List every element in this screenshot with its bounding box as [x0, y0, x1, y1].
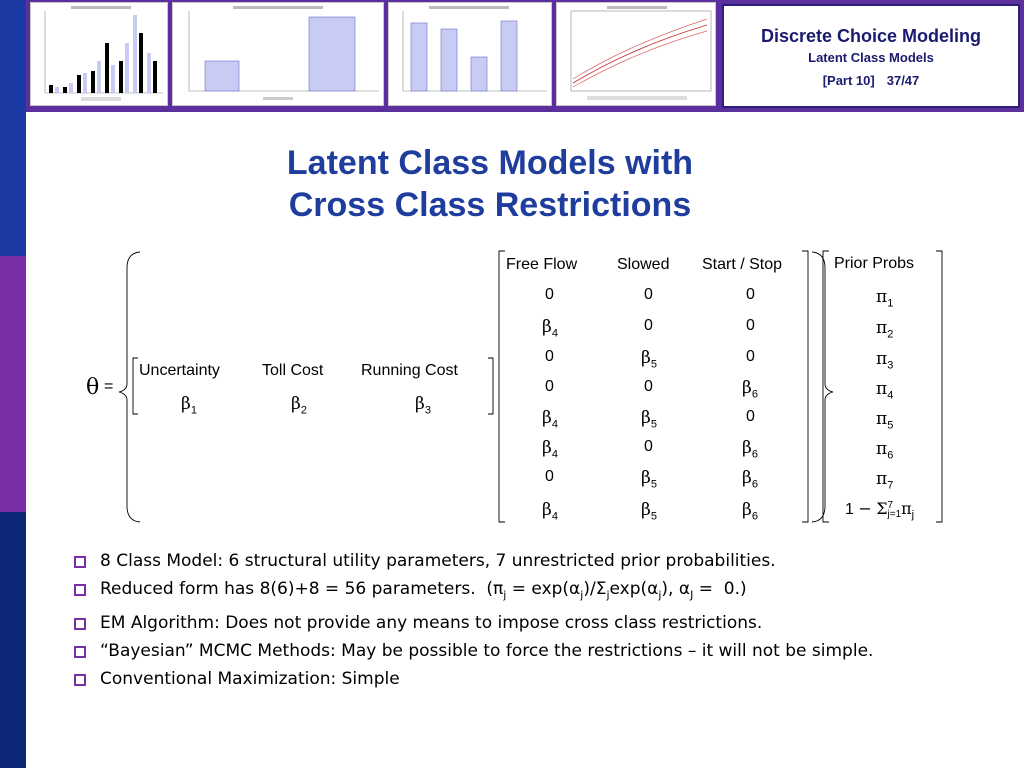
param-beta3: $\beta_3$: [415, 394, 431, 417]
cell-r2-free: $\beta_4$: [542, 317, 558, 340]
part-label: [Part 10]: [822, 73, 875, 88]
cell-r7-slowed: $\beta_5$: [641, 468, 657, 491]
cell-r3-stop: 0: [746, 348, 755, 365]
header-slowed: Slowed: [617, 256, 670, 273]
course-title: Discrete Choice Modeling: [760, 26, 982, 46]
bullet-list: [74, 550, 974, 696]
prior-pi3: $\pi_3$: [876, 349, 894, 372]
bullet-item: EM Algorithm: Does not provide any means to impose cross class restrictions.: [74, 612, 974, 634]
cell-r1-slowed: 0: [644, 286, 653, 303]
cell-r7-free: 0: [545, 468, 554, 485]
prior-pi5: $\pi_5$: [876, 409, 894, 432]
bullet-square-icon: [74, 584, 86, 596]
header-toll-cost: Toll Cost: [262, 362, 324, 379]
slide-number: 37/47: [886, 73, 920, 88]
prior-pi6: $\pi_6$: [876, 439, 894, 462]
bullet-item: 8 Class Model: 6 structural utility parameters, 7 unrestricted prior probabilities.: [74, 550, 974, 572]
header-start-stop: Start / Stop: [702, 256, 783, 273]
cell-r4-stop: $\beta_6$: [742, 378, 758, 401]
header-uncertainty: Uncertainty: [139, 362, 220, 379]
theta-symbol: θ: [86, 375, 100, 400]
equals-sign: =: [104, 378, 114, 395]
course-topic: Latent Class Models: [808, 50, 934, 65]
prior-residual: 1 − Σ7 $j=1\pi_j$: [845, 499, 915, 522]
bullet-square-icon: [74, 556, 86, 568]
prior-pi4: $\pi_4$: [876, 379, 894, 402]
cell-r4-free: 0: [545, 378, 554, 395]
cell-r8-slowed: $\beta_5$: [641, 500, 657, 523]
slide-title-line1: Latent Class Models with: [286, 144, 694, 182]
cell-r5-stop: 0: [746, 408, 755, 425]
cell-r2-stop: 0: [746, 317, 755, 334]
prior-pi7: $\pi_7$: [876, 469, 894, 492]
header-running-cost: Running Cost: [361, 362, 458, 379]
cell-r1-free: 0: [545, 286, 554, 303]
cell-r5-slowed: $\beta_5$: [641, 408, 657, 431]
cell-r4-slowed: 0: [644, 378, 653, 395]
cell-r3-free: 0: [545, 348, 554, 365]
param-beta1: $\beta_1$: [181, 394, 197, 417]
header-free-flow: Free Flow: [506, 256, 578, 273]
cell-r6-free: $\beta_4$: [542, 438, 558, 461]
slide-title-line2: Cross Class Restrictions: [288, 186, 692, 224]
bullet-square-icon: [74, 646, 86, 658]
cell-r8-stop: $\beta_6$: [742, 500, 758, 523]
prior-pi1: $\pi_1$: [876, 287, 894, 310]
bullet-square-icon: [74, 674, 86, 686]
bullet-square-icon: [74, 618, 86, 630]
cell-r6-slowed: 0: [644, 438, 653, 455]
cell-r2-slowed: 0: [644, 317, 653, 334]
bullet-text-formula: Reduced form has 8(6)+8 = 56 parameters. ($\pi_j = \exp(\alpha_j)/\Sigma_j\exp(\alpha_j)$, $\alpha_J = 0$.): [100, 579, 747, 602]
bullet-item: Conventional Maximization: Simple: [74, 668, 974, 690]
cell-r8-free: $\beta_4$: [542, 500, 558, 523]
cell-r7-stop: $\beta_6$: [742, 468, 758, 491]
cell-r6-stop: $\beta_6$: [742, 438, 758, 461]
bullet-item: “Bayesian” MCMC Methods: May be possible to force the restrictions – it will not be simple.: [74, 640, 974, 662]
cell-r3-slowed: $\beta_5$: [641, 348, 657, 371]
bullet-item: [74, 578, 974, 606]
cell-r1-stop: 0: [746, 286, 755, 303]
param-beta2: $\beta_2$: [291, 394, 307, 417]
header-prior-probs: Prior Probs: [834, 255, 915, 272]
prior-pi2: $\pi_2$: [876, 318, 894, 341]
cell-r5-free: $\beta_4$: [542, 408, 558, 431]
